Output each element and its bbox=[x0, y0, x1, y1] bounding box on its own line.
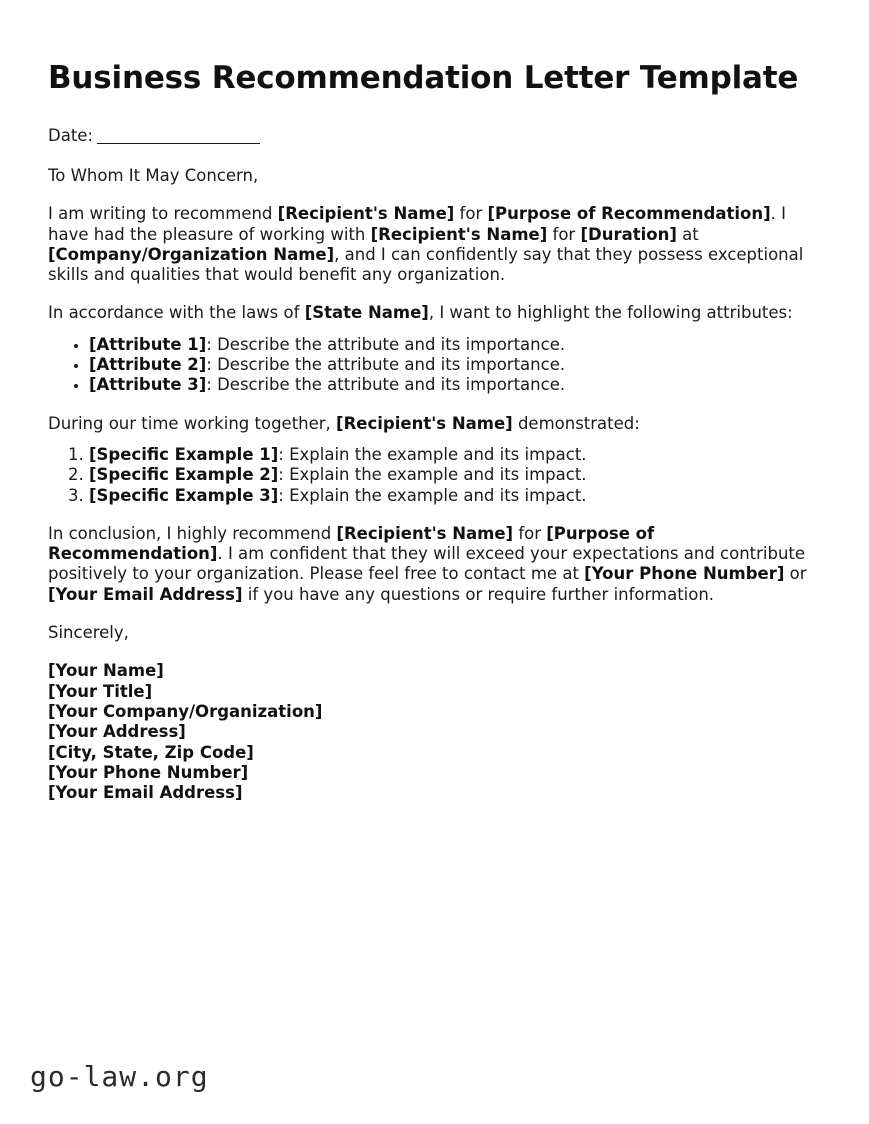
closing-line: Sincerely, bbox=[48, 623, 129, 643]
attribute-text: : Describe the attribute and its importance. bbox=[206, 355, 566, 375]
list-item bbox=[89, 375, 823, 395]
document-body bbox=[48, 0, 823, 803]
list-item bbox=[89, 355, 823, 375]
examples-intro-seg-2: demonstrated: bbox=[512, 413, 640, 433]
conclusion-seg-5: if you have any questions or require further information. bbox=[242, 584, 715, 604]
date-line bbox=[48, 99, 823, 147]
attribute-label: [Attribute 3] bbox=[89, 375, 207, 395]
signature-line: [Your Phone Number] bbox=[48, 762, 249, 782]
placeholder-recipient-name-2: [Recipient's Name] bbox=[370, 224, 548, 244]
placeholder-duration: [Duration] bbox=[580, 224, 677, 244]
example-text: : Explain the example and its impact. bbox=[278, 465, 587, 485]
signature-line: [City, State, Zip Code] bbox=[48, 742, 254, 762]
placeholder-recipient-name-4: [Recipient's Name] bbox=[336, 523, 514, 543]
paragraph-conclusion bbox=[48, 506, 823, 605]
signature-line: [Your Company/Organization] bbox=[48, 701, 323, 721]
date-blank-rule[interactable] bbox=[97, 143, 260, 144]
placeholder-state-name: [State Name] bbox=[304, 303, 429, 323]
list-item bbox=[89, 445, 823, 465]
attributes-intro-seg-2: , I want to highlight the following attributes: bbox=[428, 303, 793, 323]
placeholder-recipient-name-1: [Recipient's Name] bbox=[277, 204, 455, 224]
placeholder-your-phone-number: [Your Phone Number] bbox=[584, 564, 785, 584]
signature-block bbox=[48, 643, 823, 803]
conclusion-seg-4: or bbox=[784, 564, 807, 584]
site-watermark: go-law.org bbox=[30, 1060, 209, 1093]
placeholder-purpose-1: [Purpose of Recommendation] bbox=[487, 204, 771, 224]
paragraph-intro bbox=[48, 186, 823, 285]
placeholder-purpose-2: [Purpose of Recommendation] bbox=[48, 523, 655, 564]
placeholder-recipient-name-3: [Recipient's Name] bbox=[336, 413, 513, 433]
conclusion-seg-2: for bbox=[513, 523, 547, 543]
conclusion-seg-1: In conclusion, I highly recommend bbox=[48, 523, 337, 543]
list-item bbox=[89, 486, 823, 506]
placeholder-company-name: [Company/Organization Name] bbox=[48, 244, 335, 264]
example-label: [Specific Example 1] bbox=[89, 444, 279, 464]
attribute-label: [Attribute 2] bbox=[89, 355, 207, 375]
attributes-intro-seg-1: In accordance with the laws of bbox=[48, 303, 305, 323]
page-title: Business Recommendation Letter Template bbox=[48, 60, 799, 96]
example-label: [Specific Example 2] bbox=[89, 465, 279, 485]
example-text: : Explain the example and its impact. bbox=[278, 485, 587, 505]
intro-seg-1: I am writing to recommend bbox=[48, 204, 278, 224]
intro-seg-4: for bbox=[547, 224, 581, 244]
intro-seg-6: , and I can confidently say that they possess exceptional skills and qualities that would benefit any organization. bbox=[48, 244, 804, 285]
example-text: : Explain the example and its impact. bbox=[278, 444, 587, 464]
signature-line: [Your Name] bbox=[48, 661, 164, 681]
conclusion-seg-3: . I am confident that they will exceed your expectations and contribute positively to your organization. Please feel free to contact me at bbox=[48, 544, 806, 584]
list-item bbox=[89, 465, 823, 485]
paragraph-attributes-intro bbox=[48, 285, 823, 323]
examples-list bbox=[48, 434, 823, 506]
intro-seg-3: . I have had the pleasure of working with bbox=[48, 204, 786, 244]
attributes-list bbox=[48, 324, 823, 396]
list-item bbox=[89, 335, 823, 355]
intro-seg-5: at bbox=[676, 224, 699, 244]
attribute-label: [Attribute 1] bbox=[89, 334, 207, 354]
signature-line: [Your Title] bbox=[48, 681, 153, 701]
attribute-text: : Describe the attribute and its importance. bbox=[206, 334, 566, 354]
signature-line: [Your Address] bbox=[48, 722, 186, 742]
intro-seg-2: for bbox=[454, 204, 488, 224]
attribute-text: : Describe the attribute and its importance. bbox=[206, 375, 566, 395]
examples-intro-seg-1: During our time working together, bbox=[48, 413, 337, 433]
example-label: [Specific Example 3] bbox=[89, 485, 279, 505]
date-label: Date: bbox=[48, 126, 93, 145]
signature-line: [Your Email Address] bbox=[48, 783, 243, 803]
paragraph-examples-intro bbox=[48, 396, 823, 434]
salutation: To Whom It May Concern, bbox=[48, 166, 259, 185]
placeholder-your-email-address: [Your Email Address] bbox=[48, 584, 243, 604]
